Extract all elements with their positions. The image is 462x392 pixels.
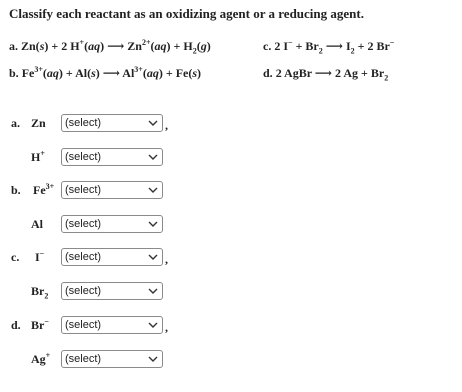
eq-text: ⟶ I <box>322 39 351 53</box>
eq-state: s <box>192 66 198 80</box>
eq-state: g <box>200 39 207 53</box>
chevron-down-icon <box>147 251 159 263</box>
species-label <box>33 183 54 198</box>
chevron-down-icon <box>147 151 159 163</box>
species-label <box>31 352 50 367</box>
eq-state: aq <box>46 66 59 80</box>
answer-row <box>0 350 200 370</box>
species-subscript: 2 <box>44 291 49 301</box>
species-label <box>31 217 43 232</box>
reaction-c-label: c. <box>263 39 272 53</box>
reaction-b <box>9 66 201 81</box>
answer-row <box>0 215 200 235</box>
eq-subscript: 2 <box>318 46 323 56</box>
eq-charge: 3+ <box>34 65 43 74</box>
eq-state: s <box>39 39 45 53</box>
select-value: (select) <box>65 285 102 297</box>
species-label <box>31 116 46 131</box>
reaction-b-label: b. <box>9 66 19 80</box>
eq-text: ) + Fe( <box>158 66 193 80</box>
chevron-down-icon <box>147 285 159 297</box>
agent-select-dropdown[interactable] <box>61 148 163 166</box>
eq-charge: − <box>389 38 395 47</box>
eq-subscript: 2 <box>192 46 197 56</box>
select-value: (select) <box>65 151 102 163</box>
reaction-a <box>9 39 211 54</box>
eq-subscript: 2 <box>384 73 389 83</box>
reaction-c <box>263 39 394 54</box>
species-symbol: Zn <box>31 116 46 130</box>
chevron-down-icon <box>147 184 159 196</box>
eq-text: ( <box>150 39 155 53</box>
eq-text: Fe <box>21 66 35 80</box>
species-symbol: Br <box>31 318 45 332</box>
comma-separator: , <box>165 118 168 132</box>
eq-text: ( <box>142 66 147 80</box>
comma-separator: , <box>165 320 168 334</box>
question-title: Classify each reactant as an oxidizing agent or a reducing agent. <box>9 6 364 21</box>
eq-state: aq <box>146 66 159 80</box>
eq-text: 2 I <box>274 39 288 53</box>
species-symbol: Al <box>31 217 43 231</box>
reaction-d <box>263 66 388 81</box>
answer-row <box>0 114 200 134</box>
eq-text: 2 AgBr ⟶ 2 Ag + Br <box>275 66 385 80</box>
row-letter: c. <box>11 250 20 264</box>
reaction-d-label: d. <box>263 66 273 80</box>
eq-text: Zn( <box>21 39 40 53</box>
species-charge: + <box>40 149 45 158</box>
eq-text: ( <box>42 66 47 80</box>
agent-select-dropdown[interactable] <box>61 282 163 300</box>
eq-state: aq <box>154 39 167 53</box>
eq-text: ( <box>196 39 201 53</box>
eq-text: ) + Al( <box>58 66 92 80</box>
eq-text: ( <box>84 39 89 53</box>
select-value: (select) <box>65 218 102 230</box>
eq-text: ) + 2 H <box>44 39 80 53</box>
eq-text: ) + H <box>166 39 193 53</box>
row-letter: b. <box>11 183 21 197</box>
eq-text: ) ⟶ Al <box>95 66 135 80</box>
select-value: (select) <box>65 184 102 196</box>
agent-select-dropdown[interactable] <box>61 248 163 266</box>
species-symbol: Br <box>31 284 45 298</box>
agent-select-dropdown[interactable] <box>61 316 163 334</box>
eq-subscript: 2 <box>350 46 355 56</box>
answer-row <box>0 181 200 201</box>
eq-text: ) <box>197 66 202 80</box>
reaction-a-label: a. <box>9 39 18 53</box>
species-symbol: Fe <box>33 183 46 197</box>
row-letter: d. <box>11 318 21 332</box>
select-value: (select) <box>65 353 102 365</box>
select-value: (select) <box>65 251 102 263</box>
species-symbol: I <box>35 250 40 264</box>
select-value: (select) <box>65 117 102 129</box>
species-label <box>31 150 45 165</box>
eq-charge: 3+ <box>134 65 143 74</box>
chevron-down-icon <box>147 353 159 365</box>
answer-row <box>0 282 200 302</box>
comma-separator: , <box>165 252 168 266</box>
species-label <box>35 250 44 265</box>
eq-text: ) ⟶ Zn <box>100 39 142 53</box>
eq-text: + 2 Br <box>354 39 390 53</box>
eq-text: ) <box>206 39 211 53</box>
species-symbol: H <box>31 150 41 164</box>
species-charge: 3+ <box>45 182 55 191</box>
select-value: (select) <box>65 319 102 331</box>
species-charge: − <box>44 317 49 326</box>
answer-row <box>0 316 200 336</box>
row-letter: a. <box>11 116 20 130</box>
answer-row <box>0 148 200 168</box>
chevron-down-icon <box>147 319 159 331</box>
eq-charge: 2+ <box>141 38 151 47</box>
agent-select-dropdown[interactable] <box>61 181 163 199</box>
agent-select-dropdown[interactable] <box>61 350 163 368</box>
eq-charge: + <box>79 38 85 47</box>
chevron-down-icon <box>147 218 159 230</box>
eq-state: s <box>91 66 96 80</box>
species-symbol: Ag <box>31 352 46 366</box>
species-charge: − <box>39 249 45 258</box>
species-label <box>31 318 49 333</box>
eq-state: aq <box>88 39 101 53</box>
chevron-down-icon <box>147 117 159 129</box>
species-charge: + <box>45 351 51 360</box>
eq-charge: − <box>288 38 293 47</box>
agent-select-dropdown[interactable] <box>61 114 163 132</box>
species-label <box>31 284 48 299</box>
eq-text: + Br <box>292 39 319 53</box>
agent-select-dropdown[interactable] <box>61 215 163 233</box>
answer-row <box>0 248 200 268</box>
